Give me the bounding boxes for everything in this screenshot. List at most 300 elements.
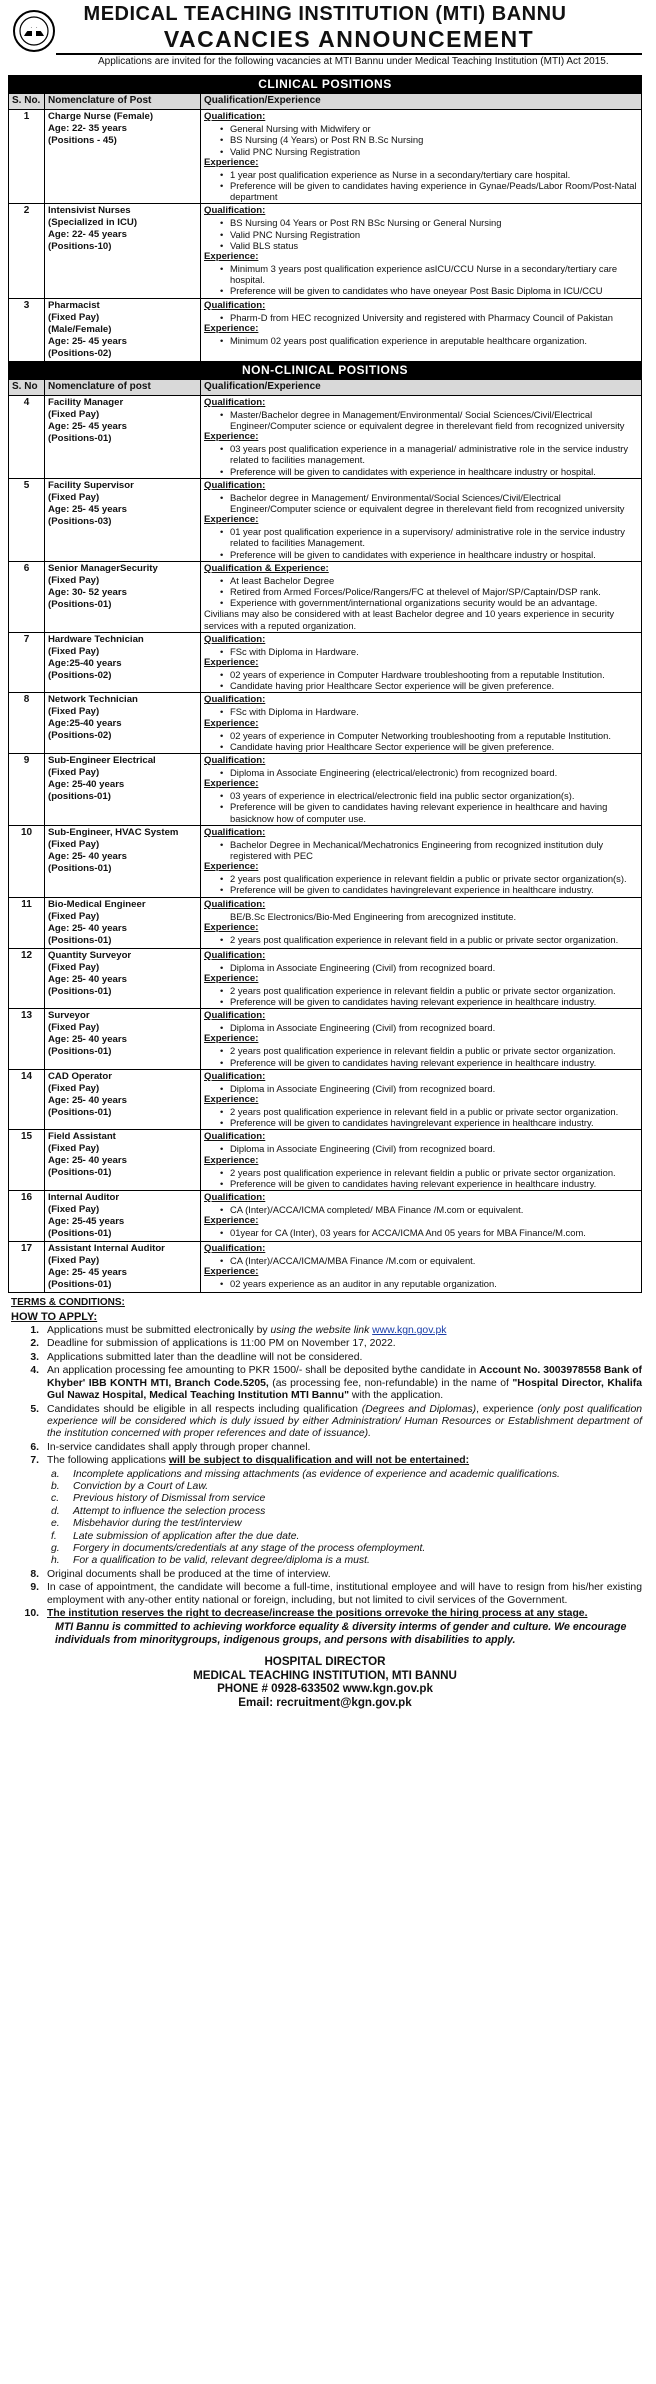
experience-label: Experience: — [204, 717, 259, 729]
post-line: Surveyor — [48, 1010, 90, 1022]
post-line: (Fixed Pay) — [48, 910, 100, 922]
diversity-statement: MTI Bannu is committed to achieving workforce equality & diversity interms of gender and culture. We encourage individuals from minoritygroups, indigenous groups, and persons with disabilities to apply. — [55, 1621, 627, 1647]
list-item: • Preference will be given to candidates having relevant experience in healthcare industry. — [230, 1178, 638, 1189]
vacancies-table — [8, 75, 642, 1293]
post-line: (Fixed Pay) — [48, 311, 100, 323]
experience-list — [204, 985, 638, 1007]
signatory-institution: MEDICAL TEACHING INSTITUTION, MTI BANNU — [193, 1668, 457, 1682]
experience-label: Experience: — [204, 861, 259, 873]
post-line: (Fixed Pay) — [48, 706, 100, 718]
post-line: (Fixed Pay) — [48, 961, 100, 973]
post-cell — [45, 1130, 201, 1191]
list-item: • Pharm-D from HEC recognized University and registered with Pharmacy Council of Pakistan — [230, 312, 638, 323]
post-line: (Positions-01) — [48, 1167, 112, 1179]
row-sno: 11 — [9, 897, 45, 948]
qualification-list — [204, 1204, 638, 1215]
post-line: (positions-01) — [48, 791, 111, 803]
page-title: VACANCIES ANNOUNCEMENT — [56, 26, 642, 55]
qualification-label: Qualification: — [204, 479, 266, 491]
qualification-list — [204, 217, 638, 251]
qualification-label: Qualification: — [204, 633, 266, 645]
experience-label: Experience: — [204, 156, 259, 168]
experience-list — [204, 169, 638, 203]
qualification-list — [204, 312, 638, 323]
row-sno: 12 — [9, 948, 45, 1009]
item-letter: d. — [51, 1505, 60, 1517]
post-cell — [45, 110, 201, 204]
col-post: Nomenclature of post — [45, 379, 201, 395]
table-row — [9, 1191, 642, 1242]
qualification-cell — [201, 1009, 642, 1070]
qualification-label: Qualification: — [204, 299, 266, 311]
col-qual: Qualification/Experience — [201, 94, 642, 110]
qualification-label: Qualification: — [204, 755, 266, 767]
col-sno: S. No — [9, 379, 45, 395]
post-line: Sub-Engineer Electrical — [48, 755, 156, 767]
list-item: • Candidate having prior Healthcare Sector experience will be given preference. — [230, 680, 638, 691]
post-cell — [45, 754, 201, 826]
qualification-list — [204, 646, 638, 657]
post-line: (Positions - 45) — [48, 135, 117, 147]
table-row — [9, 110, 642, 204]
term-item: 8. Original documents shall be produced at the time of interview. — [30, 1568, 331, 1580]
post-line: (Positions-01) — [48, 862, 112, 874]
post-line: Age: 25-40 years — [48, 779, 125, 791]
experience-list — [204, 335, 638, 346]
post-cell — [45, 298, 201, 361]
qualification-label: Qualification: — [204, 1070, 266, 1082]
list-item: • Valid PNC Nursing Registration — [230, 229, 638, 240]
list-item: • Diploma in Associate Engineering (Civil) from recognized board. — [230, 1143, 638, 1154]
row-sno: 1 — [9, 110, 45, 204]
contact-email: Email: recruitment@kgn.gov.pk — [238, 1695, 412, 1709]
qualification-list — [204, 1083, 638, 1094]
contact-phone-web: PHONE # 0928-633502 www.kgn.gov.pk — [217, 1682, 433, 1696]
post-line: Age: 25- 40 years — [48, 1034, 127, 1046]
table-row — [9, 754, 642, 826]
list-item: • Preference will be given to candidates with experience in healthcare industry or hospital. — [230, 549, 638, 560]
qualification-cell — [201, 478, 642, 561]
list-item: • Preference will be given to candidates havingrelevant experience in healthcare industry. — [230, 1117, 638, 1128]
qualification-list — [204, 962, 638, 973]
post-line: (Fixed Pay) — [48, 767, 100, 779]
experience-list — [204, 730, 638, 752]
experience-label: Experience: — [204, 514, 259, 526]
qualification-label: Qualification: — [204, 396, 266, 408]
experience-label: Experience: — [204, 431, 259, 443]
institution-logo-icon — [12, 8, 56, 54]
post-cell — [45, 204, 201, 298]
list-item: • FSc with Diploma in Hardware. — [230, 706, 638, 717]
experience-list — [204, 1278, 638, 1289]
list-item: • General Nursing with Midwifery or — [230, 123, 638, 134]
post-line: Age: 25- 40 years — [48, 850, 127, 862]
website-link[interactable]: www.kgn.gov.pk — [372, 1325, 447, 1337]
qualification-label: Qualification & Experience: — [204, 562, 329, 574]
item-text: Previous history of Dismissal from service — [73, 1493, 266, 1505]
list-item: • 02 years of experience in Computer Hardware troubleshooting from a reputable Institution. — [230, 669, 638, 680]
post-line: (Positions-10) — [48, 241, 112, 253]
table-row — [9, 1009, 642, 1070]
signatory-title: HOSPITAL DIRECTOR — [264, 1655, 386, 1669]
post-line: (Positions-03) — [48, 515, 112, 527]
list-item: • Candidate having prior Healthcare Sector experience will be given preference. — [230, 741, 638, 752]
post-cell — [45, 632, 201, 693]
list-item: • Diploma in Associate Engineering (Civil) from recognized board. — [230, 962, 638, 973]
post-line: Age: 25- 40 years — [48, 1155, 127, 1167]
experience-label: Experience: — [204, 921, 259, 933]
table-row — [9, 204, 642, 298]
item-text: Forgery in documents/credentials at any stage of the process ofemployment. — [73, 1542, 426, 1554]
table-row — [9, 1069, 642, 1130]
post-line: Age: 25- 40 years — [48, 922, 127, 934]
post-line: Intensivist Nurses — [48, 205, 131, 217]
qualification-list — [204, 492, 638, 514]
item-letter: e. — [51, 1518, 60, 1530]
table-row — [9, 948, 642, 1009]
post-cell — [45, 561, 201, 632]
post-line: (Male/Female) — [48, 323, 112, 335]
list-item: • Bachelor degree in Management/ Environmental/Social Sciences/Civil/Electrical Engineer/Computer science or equivalent degree in therelevant field from recognized university — [230, 492, 638, 514]
post-line: (Fixed Pay) — [48, 491, 100, 503]
experience-list — [204, 669, 638, 691]
list-item: • Preference will be given to candidates having experience in Gynae/Peads/Labor Room/Post-Natal department — [230, 180, 638, 202]
list-item: • Diploma in Associate Engineering (Civil) from recognized board. — [230, 1022, 638, 1033]
experience-list — [204, 526, 638, 560]
list-item: • 2 years post qualification experience in relevant fieldin a public or private sector organization(s). — [230, 873, 638, 884]
post-line: Age: 25-45 years — [48, 1216, 125, 1228]
disqualification-item — [11, 1555, 642, 1567]
post-line: Assistant Internal Auditor — [48, 1243, 165, 1255]
post-line: Pharmacist — [48, 299, 100, 311]
qualification-label: Qualification: — [204, 826, 266, 838]
experience-list — [204, 1227, 638, 1238]
list-item: • Diploma in Associate Engineering (electrical/electronic) from recognized board. — [230, 767, 638, 778]
table-row — [9, 298, 642, 361]
list-item: • Preference will be given to candidates who have oneyear Post Basic Diploma in ICU/CCU — [230, 285, 638, 296]
post-line: Age:25-40 years — [48, 657, 122, 669]
qualification-cell — [201, 1191, 642, 1242]
term-item: 1. Applications must be submitted electronically by using the website link www.kgn.gov.pk — [30, 1325, 447, 1337]
post-line: Age: 22- 35 years — [48, 123, 127, 135]
post-line: (Positions-01) — [48, 1106, 112, 1118]
list-item: • Experience with government/international organizations security would be an advantage. — [230, 597, 638, 608]
disqualification-item — [11, 1481, 642, 1493]
item-text: Conviction by a Court of Law. — [73, 1480, 209, 1492]
experience-list — [204, 1106, 638, 1128]
post-line: (Fixed Pay) — [48, 645, 100, 657]
row-sno: 8 — [9, 693, 45, 754]
terms-heading: TERMS & CONDITIONS: — [11, 1297, 125, 1309]
qualification-label: Qualification: — [204, 949, 266, 961]
post-line: Age: 30- 52 years — [48, 586, 127, 598]
experience-list — [204, 263, 638, 297]
post-line: (Fixed Pay) — [48, 1204, 100, 1216]
post-line: (Fixed Pay) — [48, 408, 100, 420]
list-item: • FSc with Diploma in Hardware. — [230, 646, 638, 657]
experience-label: Experience: — [204, 1154, 259, 1166]
table-row — [9, 825, 642, 897]
qualification-cell — [201, 298, 642, 361]
post-line: (Positions-01) — [48, 1046, 112, 1058]
experience-label: Experience: — [204, 322, 259, 334]
table-row — [9, 693, 642, 754]
list-item: • 03 years of experience in electrical/electronic field ina public sector organization(s). — [230, 790, 638, 801]
post-line: Senior ManagerSecurity — [48, 562, 158, 574]
list-item: • 01year for CA (Inter), 03 years for ACCA/ICMA And 05 years for MBA Finance/M.com. — [230, 1227, 638, 1238]
qualification-cell — [201, 110, 642, 204]
list-item: • Preference will be given to candidates having relevant experience in healthcare industry. — [230, 1057, 638, 1068]
post-line: Facility Manager — [48, 396, 124, 408]
qualification-label: Qualification: — [204, 111, 266, 123]
list-item: • CA (Inter)/ACCA/ICMA/MBA Finance /M.com or equivalent. — [230, 1255, 638, 1266]
post-line: (Positions-02) — [48, 347, 112, 359]
clinical-heading: CLINICAL POSITIONS — [9, 76, 642, 94]
row-sno: 7 — [9, 632, 45, 693]
item-letter: g. — [51, 1542, 60, 1554]
term-item: 2. Deadline for submission of applications is 11:00 PM on November 17, 2022. — [30, 1338, 396, 1350]
list-item: • Minimum 3 years post qualification experience asICU/CCU Nurse in a secondary/tertiary care hospital. — [230, 263, 638, 285]
term-item: 4. An application processing fee amounting to PKR 1500/- shall be deposited bythe candidate in Account No. 3003978558 Bank of Khyber' IBB KONTH MTI, Branch Code.5205, (as processing fee, non-refundable) in the name of "Hospital Director, Khalifa Gul Nawaz Hospital, Medical Teaching Institution MTI Bannu" with the application. — [30, 1365, 642, 1402]
item-letter: f. — [51, 1530, 57, 1542]
experience-label: Experience: — [204, 1094, 259, 1106]
post-line: Age: 25- 45 years — [48, 1267, 127, 1279]
list-item: • Minimum 02 years post qualification experience in areputable healthcare organization. — [230, 335, 638, 346]
disqualification-item — [11, 1518, 642, 1530]
qualification-list — [204, 706, 638, 717]
post-line: Age: 25- 45 years — [48, 335, 127, 347]
post-line: (Positions-01) — [48, 432, 112, 444]
post-line: Hardware Technician — [48, 633, 144, 645]
table-row — [9, 1130, 642, 1191]
post-line: (Fixed Pay) — [48, 1082, 100, 1094]
row-sno: 17 — [9, 1242, 45, 1293]
post-line: (Positions-01) — [48, 1279, 112, 1291]
row-sno: 6 — [9, 561, 45, 632]
experience-list — [204, 873, 638, 895]
term-item: 7. The following applications will be subject to disqualification and will not be entertained: — [30, 1455, 470, 1467]
item-letter: h. — [51, 1555, 60, 1567]
table-row — [9, 632, 642, 693]
qualification-list — [204, 839, 638, 861]
term-item: 10. The institution reserves the right to decrease/increase the positions orrevoke the hiring process at any stage. — [24, 1608, 588, 1620]
experience-list — [204, 934, 638, 945]
experience-label: Experience: — [204, 778, 259, 790]
col-qual: Qualification/Experience — [201, 379, 642, 395]
row-sno: 3 — [9, 298, 45, 361]
list-item: • At least Bachelor Degree — [230, 575, 638, 586]
list-item: • 2 years post qualification experience in relevant fieldin a public or private sector organization. — [230, 1045, 638, 1056]
list-item: • BS Nursing 04 Years or Post RN BSc Nursing or General Nursing — [230, 217, 638, 228]
table-row — [9, 395, 642, 478]
row-sno: 10 — [9, 825, 45, 897]
disqualification-item — [11, 1493, 642, 1505]
experience-list — [204, 443, 638, 477]
post-line: CAD Operator — [48, 1070, 112, 1082]
qualification-list — [204, 1255, 638, 1266]
list-item: • 1 year post qualification experience as Nurse in a secondary/tertiary care hospital. — [230, 169, 638, 180]
list-item: • Preference will be given to candidates having relevant experience in healthcare and having basicknow how of computer use. — [230, 801, 638, 823]
header — [8, 2, 642, 74]
post-cell — [45, 897, 201, 948]
post-line: Age: 25- 45 years — [48, 503, 127, 515]
post-line: (Fixed Pay) — [48, 574, 100, 586]
qualification-cell — [201, 754, 642, 826]
qualification-label: Qualification: — [204, 1243, 266, 1255]
post-line: Bio-Medical Engineer — [48, 898, 146, 910]
table-row — [9, 561, 642, 632]
post-line: Age: 25- 40 years — [48, 1094, 127, 1106]
post-line: (Fixed Pay) — [48, 1143, 100, 1155]
post-cell — [45, 1191, 201, 1242]
list-item: • Preference will be given to candidates with experience in healthcare industry or hospital. — [230, 466, 638, 477]
list-item: • 02 years experience as an auditor in any reputable organization. — [230, 1278, 638, 1289]
col-sno: S. No. — [9, 94, 45, 110]
experience-label: Experience: — [204, 1033, 259, 1045]
post-cell — [45, 478, 201, 561]
item-letter: a. — [51, 1468, 60, 1480]
list-item: • Master/Bachelor degree in Management/Environmental/ Social Sciences/Civil/Electrical Engineer/Computer science or equivalent degree in therelevant field from recognized university — [230, 409, 638, 431]
post-line: (Fixed Pay) — [48, 1255, 100, 1267]
list-item: • Retired from Armed Forces/Police/Rangers/FC at thelevel of Major/SP/Captain/DSP rank. — [230, 586, 638, 597]
qualification-label: Qualification: — [204, 694, 266, 706]
experience-label: Experience: — [204, 1215, 259, 1227]
item-text: For a qualification to be valid, relevant degree/diploma is a must. — [73, 1555, 370, 1567]
qualification-cell — [201, 1069, 642, 1130]
post-line: Facility Supervisor — [48, 479, 134, 491]
disqualification-list — [11, 1469, 642, 1568]
qualification-list — [204, 1143, 638, 1154]
post-line: Internal Auditor — [48, 1192, 120, 1204]
post-line: Age: 25- 40 years — [48, 973, 127, 985]
post-line: (Positions-01) — [48, 985, 112, 997]
institution-title: MEDICAL TEACHING INSTITUTION (MTI) BANNU — [83, 3, 567, 25]
disqualification-item — [11, 1531, 642, 1543]
qualification-list — [204, 575, 638, 609]
post-line: (Specialized in ICU) — [48, 217, 138, 229]
qualification-text: BE/B.Sc Electronics/Bio-Med Engineering from arecognized institute. — [230, 910, 517, 922]
note-text: Civilians may also be considered with at least Bachelor degree and 10 years experience in security services with a reputed organization. — [204, 608, 615, 631]
qualification-cell — [201, 395, 642, 478]
disqualification-item — [11, 1506, 642, 1518]
item-letter: b. — [51, 1480, 60, 1492]
post-line: Age:25-40 years — [48, 718, 122, 730]
signature-block — [8, 1655, 642, 1709]
disqualification-item — [11, 1543, 642, 1555]
post-line: (Positions-01) — [48, 934, 112, 946]
experience-list — [204, 1045, 638, 1067]
qualification-cell — [201, 561, 642, 632]
row-sno: 13 — [9, 1009, 45, 1070]
list-item: • 02 years of experience in Computer Networking troubleshooting from a reputable Institution. — [230, 730, 638, 741]
list-item: • Preference will be given to candidates havingrelevant experience in healthcare industry. — [230, 884, 638, 895]
qualification-label: Qualification: — [204, 1131, 266, 1143]
qualification-cell — [201, 204, 642, 298]
row-sno: 14 — [9, 1069, 45, 1130]
row-sno: 2 — [9, 204, 45, 298]
list-item: • 01 year post qualification experience in a supervisory/ administrative role in the service industry related to facilities Management. — [230, 526, 638, 548]
qualification-label: Qualification: — [204, 1192, 266, 1204]
item-text: Misbehavior during the test/interview — [73, 1518, 242, 1530]
row-sno: 15 — [9, 1130, 45, 1191]
post-line: (Positions-01) — [48, 1228, 112, 1240]
qualification-label: Qualification: — [204, 898, 266, 910]
qualification-cell — [201, 948, 642, 1009]
term-item: 9. In case of appointment, the candidate will become a full-time, institutional employee and will have to resign from his/her existing employment with any-other entity national or foreign, including, but not limited to civil services of the Government. — [30, 1582, 642, 1606]
post-line: Charge Nurse (Female) — [48, 111, 154, 123]
item-text: Late submission of application after the due date. — [73, 1530, 300, 1542]
term-item: 3. Applications submitted later than the deadline will not be considered. — [30, 1351, 363, 1363]
qualification-list — [204, 123, 638, 157]
experience-list — [204, 790, 638, 824]
post-line: Age: 25- 45 years — [48, 420, 127, 432]
nonclinical-heading: NON-CLINICAL POSITIONS — [9, 361, 642, 379]
qualification-cell — [201, 1242, 642, 1293]
item-text: Attempt to influence the selection process — [73, 1505, 266, 1517]
post-line: Network Technician — [48, 694, 138, 706]
terms-section — [8, 1296, 642, 1647]
list-item: • Preference will be given to candidates having relevant experience in healthcare industry. — [230, 996, 638, 1007]
list-item: • Valid BLS status — [230, 240, 638, 251]
qualification-list — [204, 1022, 638, 1033]
list-item: • Valid PNC Nursing Registration — [230, 146, 638, 157]
post-line: Quantity Surveyor — [48, 949, 132, 961]
post-cell — [45, 948, 201, 1009]
qualification-list — [204, 767, 638, 778]
item-text: Incomplete applications and missing attachments (as evidence of experience and academic qualifications. — [73, 1468, 560, 1480]
post-line: Age: 22- 45 years — [48, 229, 127, 241]
row-sno: 9 — [9, 754, 45, 826]
row-sno: 5 — [9, 478, 45, 561]
post-cell — [45, 1242, 201, 1293]
post-line: (Fixed Pay) — [48, 1022, 100, 1034]
disqualification-item — [11, 1469, 642, 1481]
qualification-cell — [201, 897, 642, 948]
post-cell — [45, 1069, 201, 1130]
row-sno: 4 — [9, 395, 45, 478]
list-item: • 2 years post qualification experience in relevant fieldin a public or private sector organization. — [230, 1167, 638, 1178]
table-row — [9, 1242, 642, 1293]
table-row — [9, 478, 642, 561]
post-line: Sub-Engineer, HVAC System — [48, 826, 179, 838]
qualification-cell — [201, 825, 642, 897]
term-item: 5. Candidates should be eligible in all respects including qualification (Degrees and Diplomas), experience (only post qualification experience will be considered which is duly issued by either Administration/ Human Resources or Establishment department of the institution concerned with proper references and date of issuance). — [30, 1403, 643, 1440]
how-to-apply-heading: HOW TO APPLY: — [11, 1311, 98, 1324]
post-cell — [45, 395, 201, 478]
post-line: (Positions-02) — [48, 669, 112, 681]
qualification-cell — [201, 632, 642, 693]
list-item: • 03 years post qualification experience in a managerial/ administrative role in the service industry related to facilities management. — [230, 443, 638, 465]
intro-text: Applications are invited for the following vacancies at MTI Bannu under Medical Teaching Institution (MTI) Act 2015. — [98, 56, 609, 67]
list-item: • 2 years post qualification experience in relevant field in a public or private sector organization. — [230, 1106, 638, 1117]
post-cell — [45, 1009, 201, 1070]
list-item: • 2 years post qualification experience in relevant fieldin a public or private sector organization. — [230, 985, 638, 996]
experience-label: Experience: — [204, 1266, 259, 1278]
list-item: • CA (Inter)/ACCA/ICMA completed/ MBA Finance /M.com or equivalent. — [230, 1204, 638, 1215]
post-cell — [45, 693, 201, 754]
item-letter: c. — [51, 1493, 60, 1505]
experience-label: Experience: — [204, 657, 259, 668]
list-item: • 2 years post qualification experience in relevant field in a public or private sector organization. — [230, 934, 638, 945]
qualification-list — [204, 409, 638, 431]
post-line: (Fixed Pay) — [48, 838, 100, 850]
experience-label: Experience: — [204, 250, 259, 262]
experience-label: Experience: — [204, 972, 259, 984]
list-item: • Diploma in Associate Engineering (Civil) from recognized board. — [230, 1083, 638, 1094]
qualification-cell — [201, 693, 642, 754]
row-sno: 16 — [9, 1191, 45, 1242]
post-line: (Positions-01) — [48, 598, 112, 610]
